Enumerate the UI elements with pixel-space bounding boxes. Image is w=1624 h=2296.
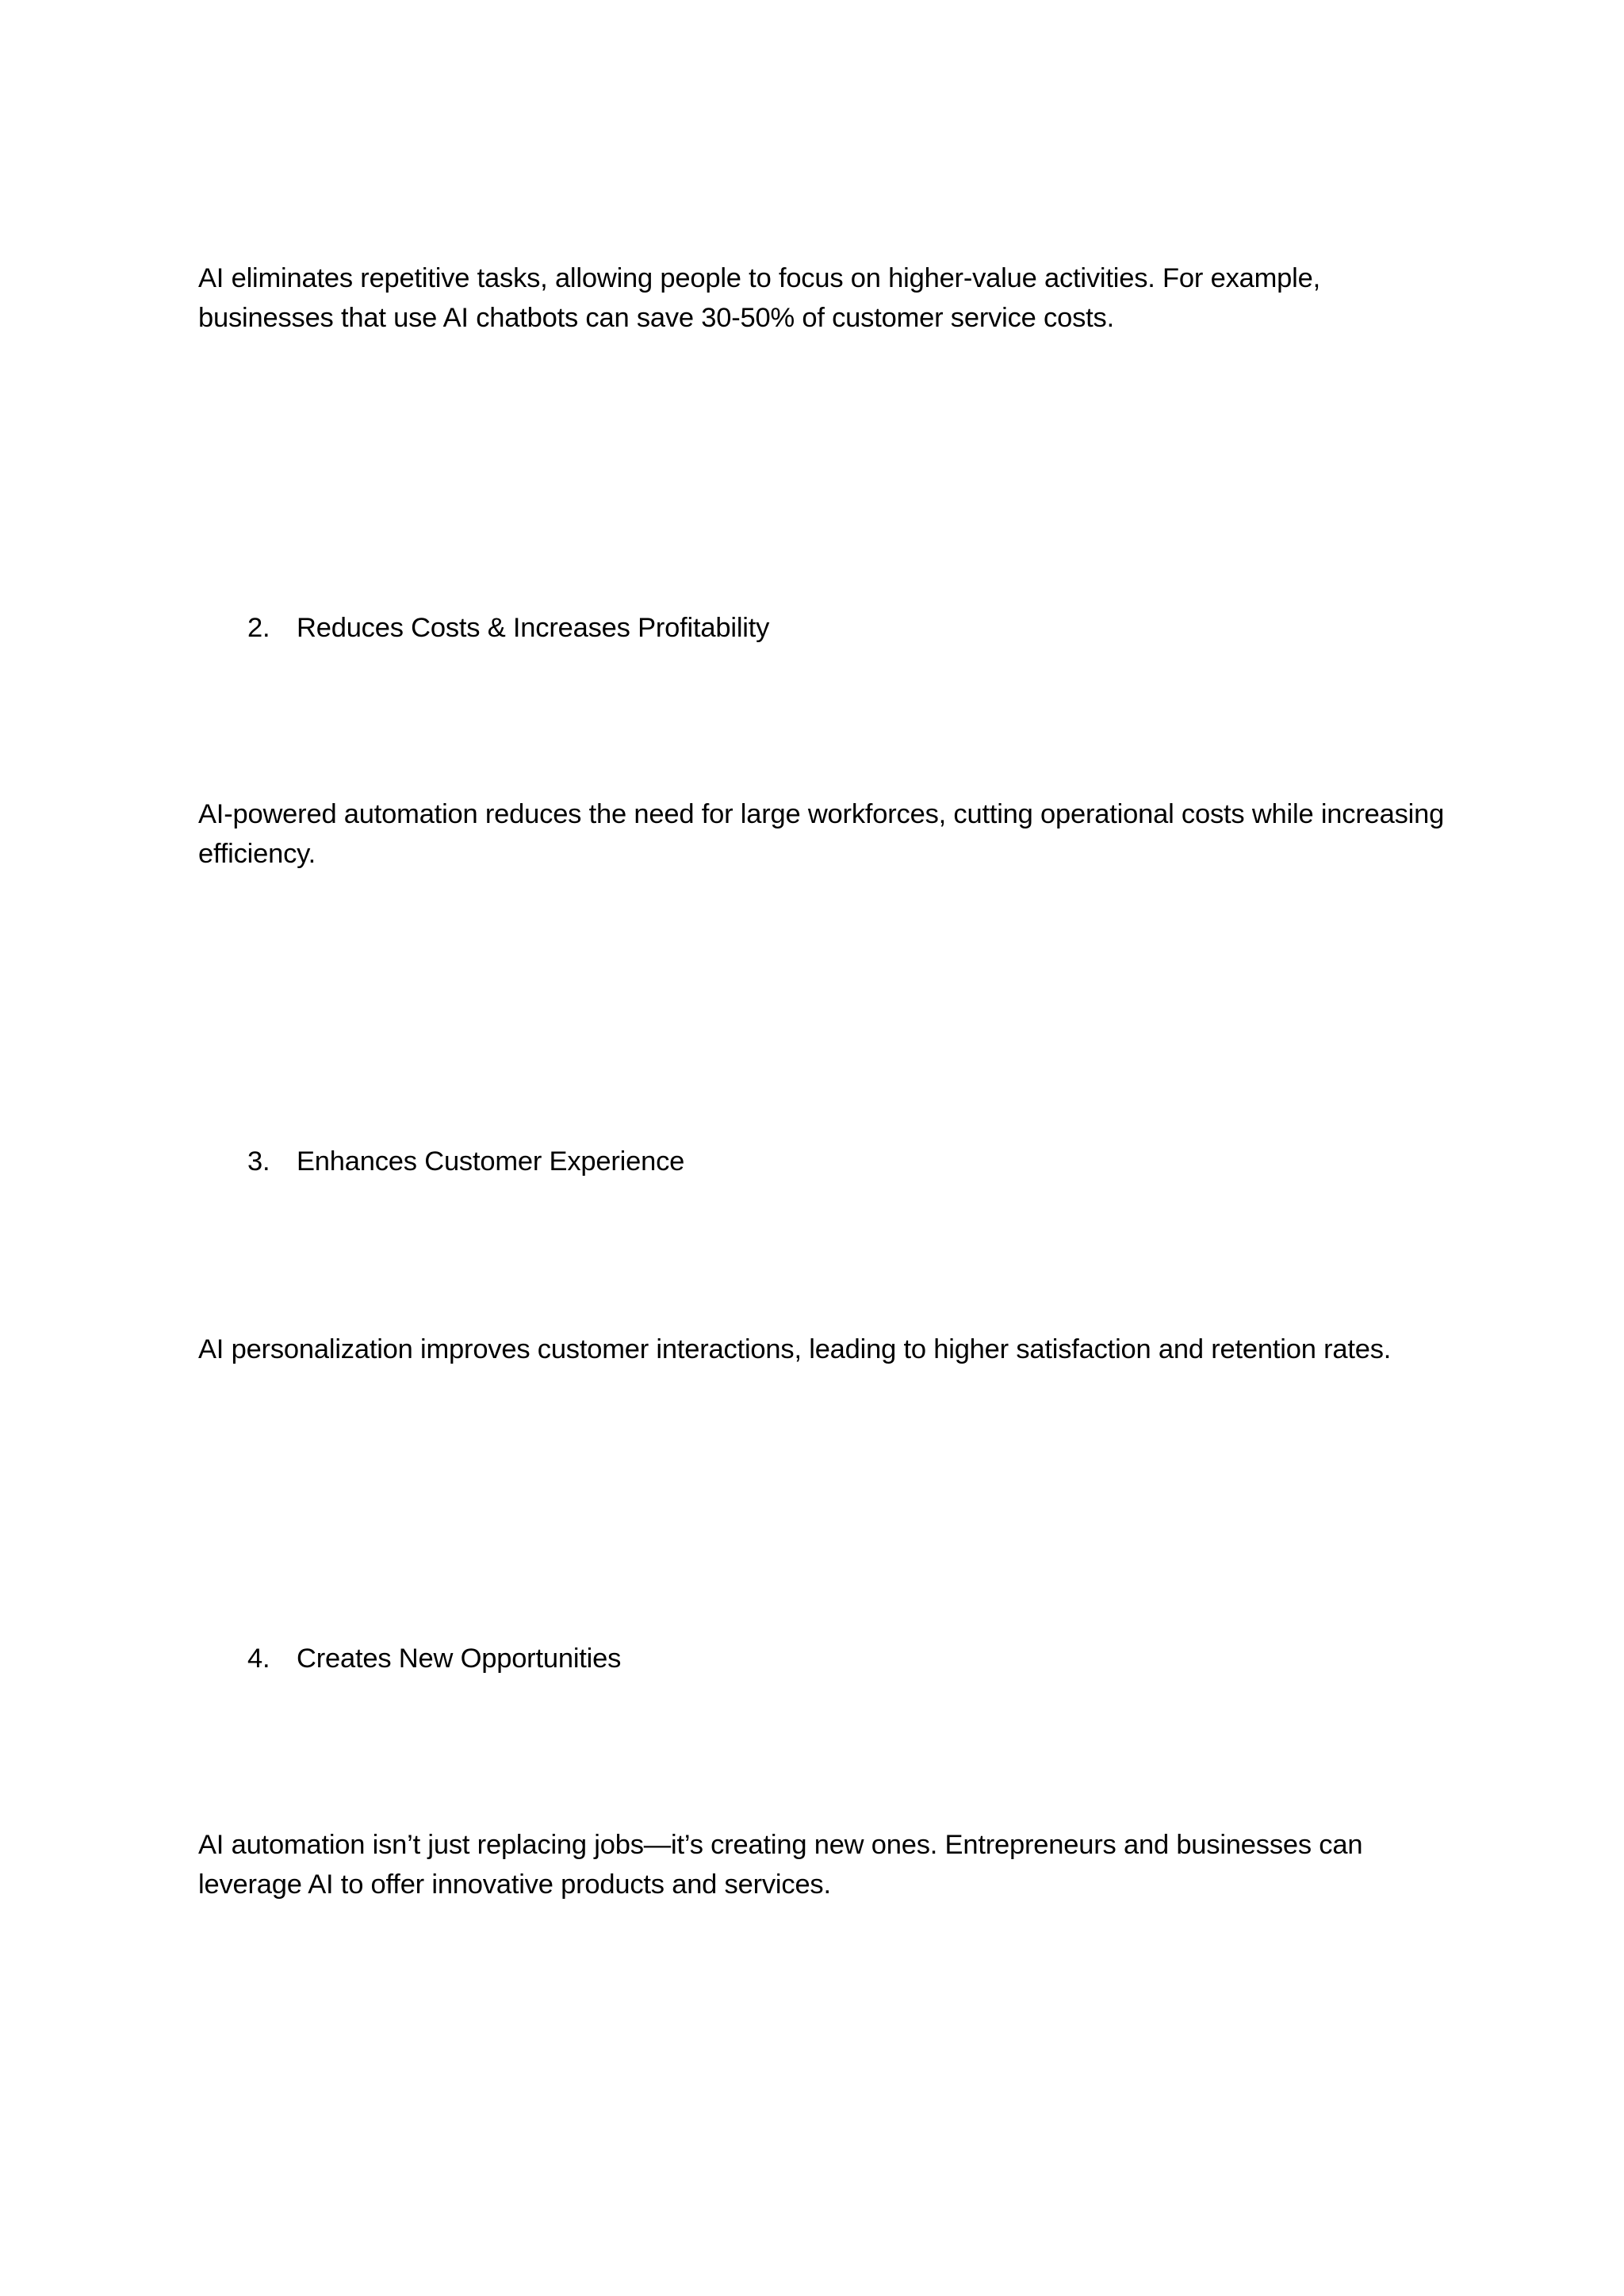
list-number: 3. [247,1146,270,1177]
list-item-customer-experience [247,1142,684,1181]
paragraph-costs: AI-powered automation reduces the need for large workforces, cutting operational costs while increasing efficiency. [198,799,1445,869]
list-item-reduces-costs [247,608,769,648]
list-item-title: Enhances Customer Experience [297,1146,685,1177]
paragraph-customer-experience: AI personalization improves customer interactions, leading to higher satisfaction and retention rates. [198,1334,1392,1364]
paragraph-efficiency: AI eliminates repetitive tasks, allowing people to focus on higher-value activities. For example, businesses that use AI chatbots can save 30-50% of customer service costs. [198,263,1320,333]
paragraph-opportunities: AI automation isn’t just replacing jobs—it’s creating new ones. Entrepreneurs and businesses can leverage AI to offer innovative products and services. [198,1830,1363,1900]
list-number: 4. [247,1644,270,1674]
list-number: 2. [247,613,270,643]
list-item-title: Creates New Opportunities [297,1644,622,1674]
list-item-new-opportunities [247,1639,621,1678]
list-item-title: Reduces Costs & Increases Profitability [297,613,770,643]
